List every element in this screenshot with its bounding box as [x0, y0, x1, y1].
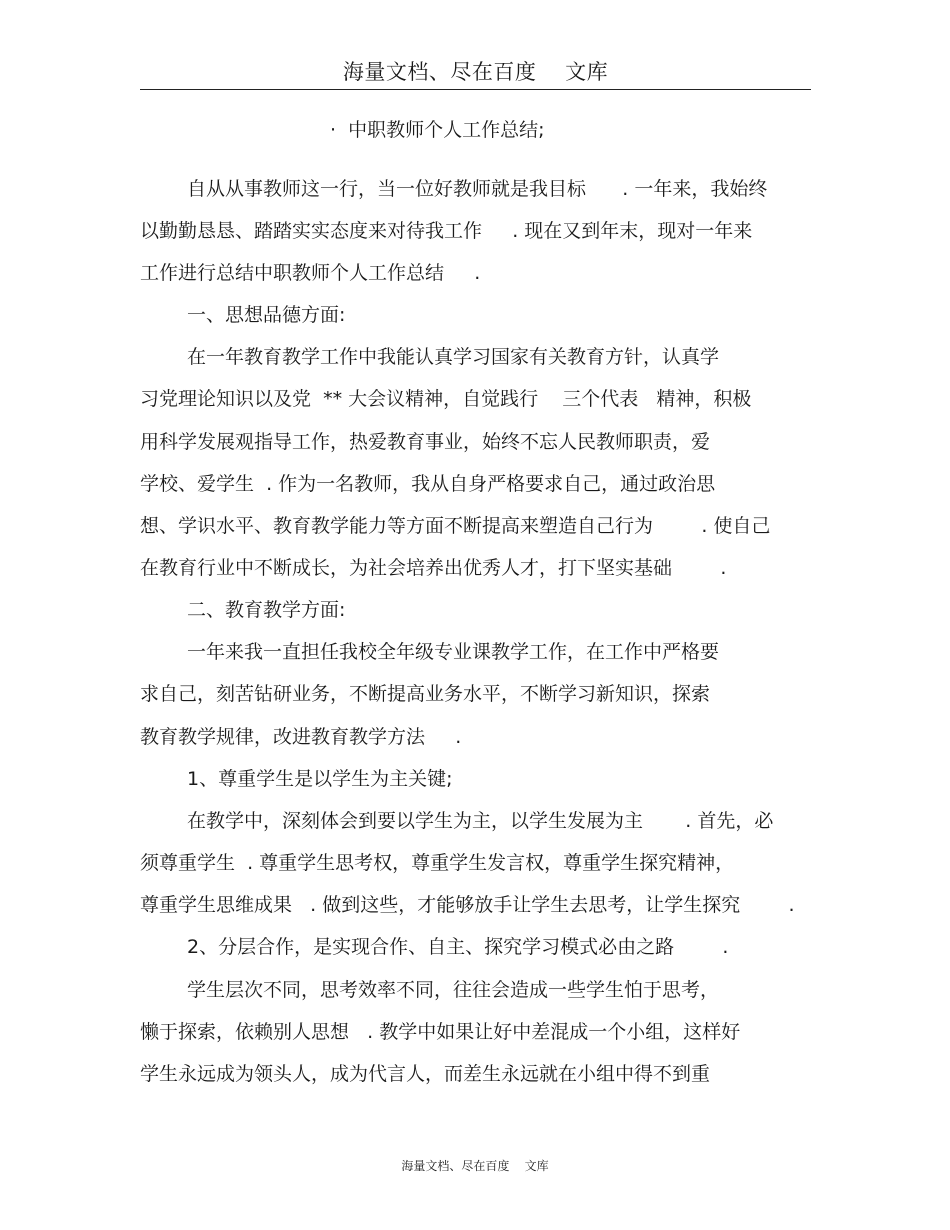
paragraph-line: 教育教学规律，改进教育教学方法 . — [140, 726, 462, 748]
paragraph-line: 懒于探索，依赖别人思想 . 教学中如果让好中差混成一个小组，这样好 — [140, 1021, 741, 1043]
header-title: 海量文档、尽在百度 文库 — [342, 60, 609, 84]
paragraph-line: 自从从事教师这一行，当一位好教师就是我目标 . 一年来，我始终 — [187, 178, 768, 200]
paragraph-line: 学生层次不同，思考效率不同，往往会造成一些学生怕于思考， — [187, 979, 720, 1001]
paragraph-line: 在一年教育教学工作中我能认真学习国家有关教育方针，认真学 — [187, 346, 720, 368]
paragraph-line: 以勤勤恳恳、踏踏实实态度来对待我工作 . 现在又到年末，现对一年来 — [140, 220, 753, 242]
paragraph-line: 工作进行总结中职教师个人工作总结 . — [140, 262, 481, 284]
paragraph-line: 习党理论知识以及党 ** 大会议精神，自觉践行 三个代表 精神，积极 — [140, 388, 752, 410]
section-heading: 二、教育教学方面: — [187, 599, 346, 621]
document-title: · 中职教师个人工作总结; — [330, 119, 545, 141]
paragraph-line: 一年来我一直担任我校全年级专业课教学工作，在工作中严格要 — [187, 641, 720, 663]
footer-title: 海量文档、尽在百度 文库 — [401, 1159, 549, 1173]
paragraph-line: 求自己，刻苦钻研业务，不断提高业务水平，不断学习新知识，探索 — [140, 683, 711, 705]
section-heading: 一、思想品德方面: — [187, 304, 346, 326]
header-divider — [140, 89, 811, 90]
paragraph-line: 学校、爱学生 . 作为一名教师，我从自身严格要求自己，通过政治思 — [140, 473, 716, 495]
paragraph-line: 须尊重学生 . 尊重学生思考权，尊重学生发言权，尊重学生探究精神， — [140, 852, 735, 874]
subsection-heading: 1、尊重学生是以学生为主关键; — [187, 768, 453, 790]
paragraph-line: 用科学发展观指导工作，热爱教育事业，始终不忘人民教师职责，爱 — [140, 431, 711, 453]
paragraph-line: 想、学识水平、教育教学能力等方面不断提高来塑造自己行为 . 使自己 — [140, 515, 771, 537]
paragraph-line: 学生永远成为领头人，成为代言人，而差生永远就在小组中得不到重 — [140, 1063, 711, 1085]
paragraph-line: 在教育行业中不断成长，为社会培养出优秀人才，打下坚实基础 . — [140, 557, 727, 579]
subsection-heading: 2、分层合作，是实现合作、自主、探究学习模式必由之路 . — [187, 936, 729, 958]
paragraph-line: 尊重学生思维成果 . 做到这些，才能够放手让学生去思考，让学生探究 . — [140, 894, 795, 916]
paragraph-line: 在教学中，深刻体会到要以学生为主，以学生发展为主 . 首先，必 — [187, 810, 774, 832]
